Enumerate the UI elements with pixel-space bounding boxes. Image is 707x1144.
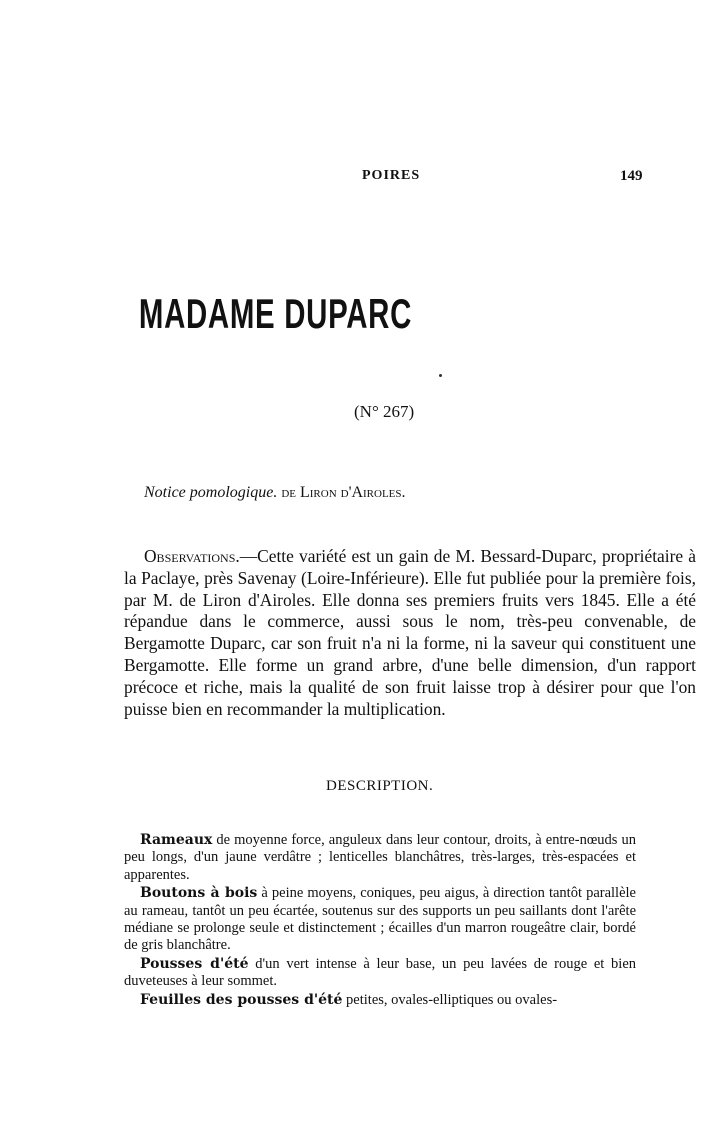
description-item — [124, 992, 636, 1009]
description-term: Rameaux — [140, 832, 213, 848]
description-item — [124, 956, 636, 991]
running-title: POIRES — [362, 168, 421, 183]
description-item — [124, 885, 636, 955]
notice-author: de Liron d'Airoles. — [281, 484, 406, 501]
notice-line — [144, 484, 406, 502]
notice-label: Notice pomologique. — [144, 484, 278, 501]
description-term: Pousses d'été — [140, 955, 249, 972]
description-text: à peine moyens, coniques, peu aigus, à direction tantôt parallèle au rameau, tantôt un peu écartée, soutenus sur des supports un peu saillants dont l'arête médiane se prolonge seule et distinctement ; écailles d'un marron rougeâtre clair, bordé de gris blanchâtre. — [124, 885, 636, 954]
observations-text: —Cette variété est un gain de M. Bessard-Duparc, propriétaire à la Paclaye, près Savenay (Loire-Inférieure). Elle fut publiée pour la première fois, par M. de Liron d'Airoles. Elle donna ses premiers fruits vers 1845. Elle a été répandue dans le commerce, aussi sous le nom, très-peu convenable, de Bergamotte Duparc, car son fruit n'a ni la forme, ni la saveur qui constituent une Bergamotte. Elle forme un grand arbre, d'une belle dimension, d'un rapport précoce et riche, mais la qualité de son fruit laisse trop à désirer pour que l'on puisse bien en recommander la multiplication. — [124, 546, 696, 719]
observations-label: Observations. — [144, 546, 240, 566]
description-text: petites, ovales-elliptiques ou ovales- — [342, 991, 558, 1008]
description-item — [124, 832, 636, 884]
ink-speck — [439, 374, 442, 377]
page-title: MADAME DUPARC — [138, 290, 413, 337]
observations-paragraph — [124, 546, 696, 720]
page-number: 149 — [620, 168, 643, 184]
description-heading: DESCRIPTION. — [326, 778, 434, 794]
description-list — [124, 832, 636, 1010]
running-head — [0, 168, 707, 192]
variety-number: (N° 267) — [354, 402, 415, 421]
description-text: d'un vert intense à leur base, un peu lavées de rouge et bien duveteuses à leur sommet. — [124, 955, 637, 990]
description-text: de moyenne force, anguleux dans leur contour, droits, à entre-nœuds un peu longs, d'un jaune verdâtre ; lenticelles blanchâtres, très-larges, très-espacées et apparentes. — [124, 832, 636, 883]
description-term: Boutons à bois — [140, 885, 258, 902]
description-term: Feuilles des pousses d'été — [140, 991, 343, 1008]
